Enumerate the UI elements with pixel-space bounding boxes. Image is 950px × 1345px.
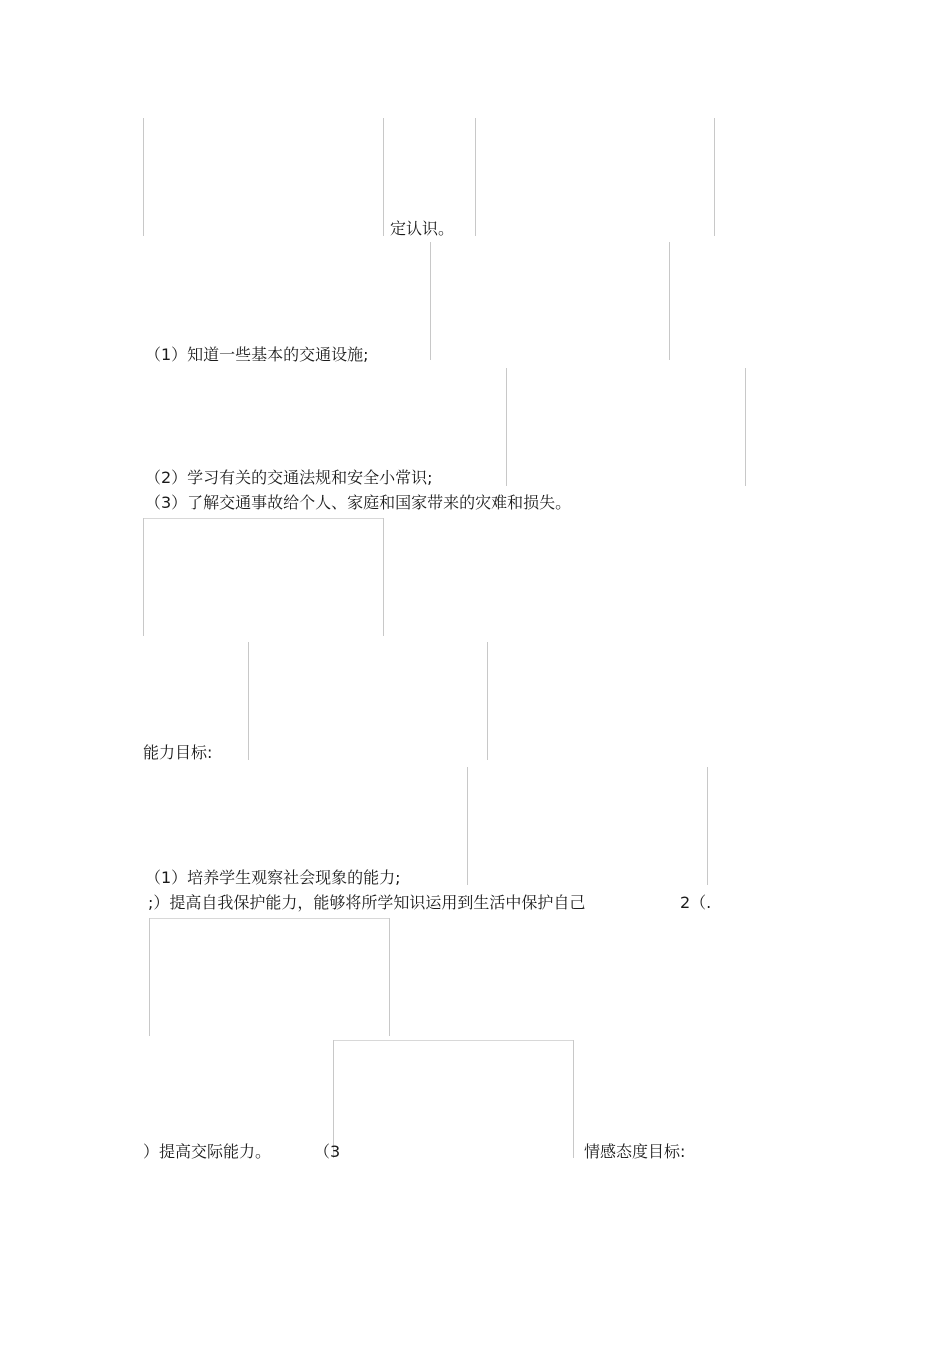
box-rule (714, 118, 715, 236)
box-rule (143, 118, 144, 236)
box-rule (467, 767, 468, 885)
box-rule (487, 642, 488, 760)
ability-item-3: ）提高交际能力。 (143, 1142, 272, 1161)
section-heading-ability: 能力目标: (143, 743, 213, 762)
box-rule (475, 118, 476, 236)
box-rule (143, 518, 383, 519)
box-rule (383, 118, 384, 236)
box-rule (707, 767, 708, 885)
text-line-fragment: 定认识。 (390, 219, 455, 238)
ability-item-2-number: 2（. (680, 893, 712, 912)
box-rule (149, 918, 150, 1036)
box-rule (389, 918, 390, 1036)
ability-item-2: ;）提高自我保护能力，能够将所学知识运用到生活中保护自己 (148, 893, 586, 912)
box-rule (669, 242, 670, 360)
box-rule (430, 242, 431, 360)
objective-item-3: （3）了解交通事故给个人、家庭和国家带来的灾难和损失。 (145, 493, 572, 512)
box-rule (573, 1040, 574, 1158)
box-rule (333, 1040, 334, 1158)
box-rule (143, 518, 144, 636)
box-rule (745, 368, 746, 486)
ability-item-1: （1）培养学生观察社会现象的能力; (145, 868, 401, 887)
box-rule (248, 642, 249, 760)
box-rule (149, 918, 389, 919)
box-rule (506, 368, 507, 486)
section-heading-attitude: 情感态度目标: (584, 1142, 686, 1161)
ability-item-3-number: （3 (314, 1142, 341, 1161)
box-rule (383, 518, 384, 636)
box-rule (333, 1040, 573, 1041)
objective-item-1: （1）知道一些基本的交通设施; (145, 345, 369, 364)
objective-item-2: （2）学习有关的交通法规和安全小常识; (145, 468, 433, 487)
